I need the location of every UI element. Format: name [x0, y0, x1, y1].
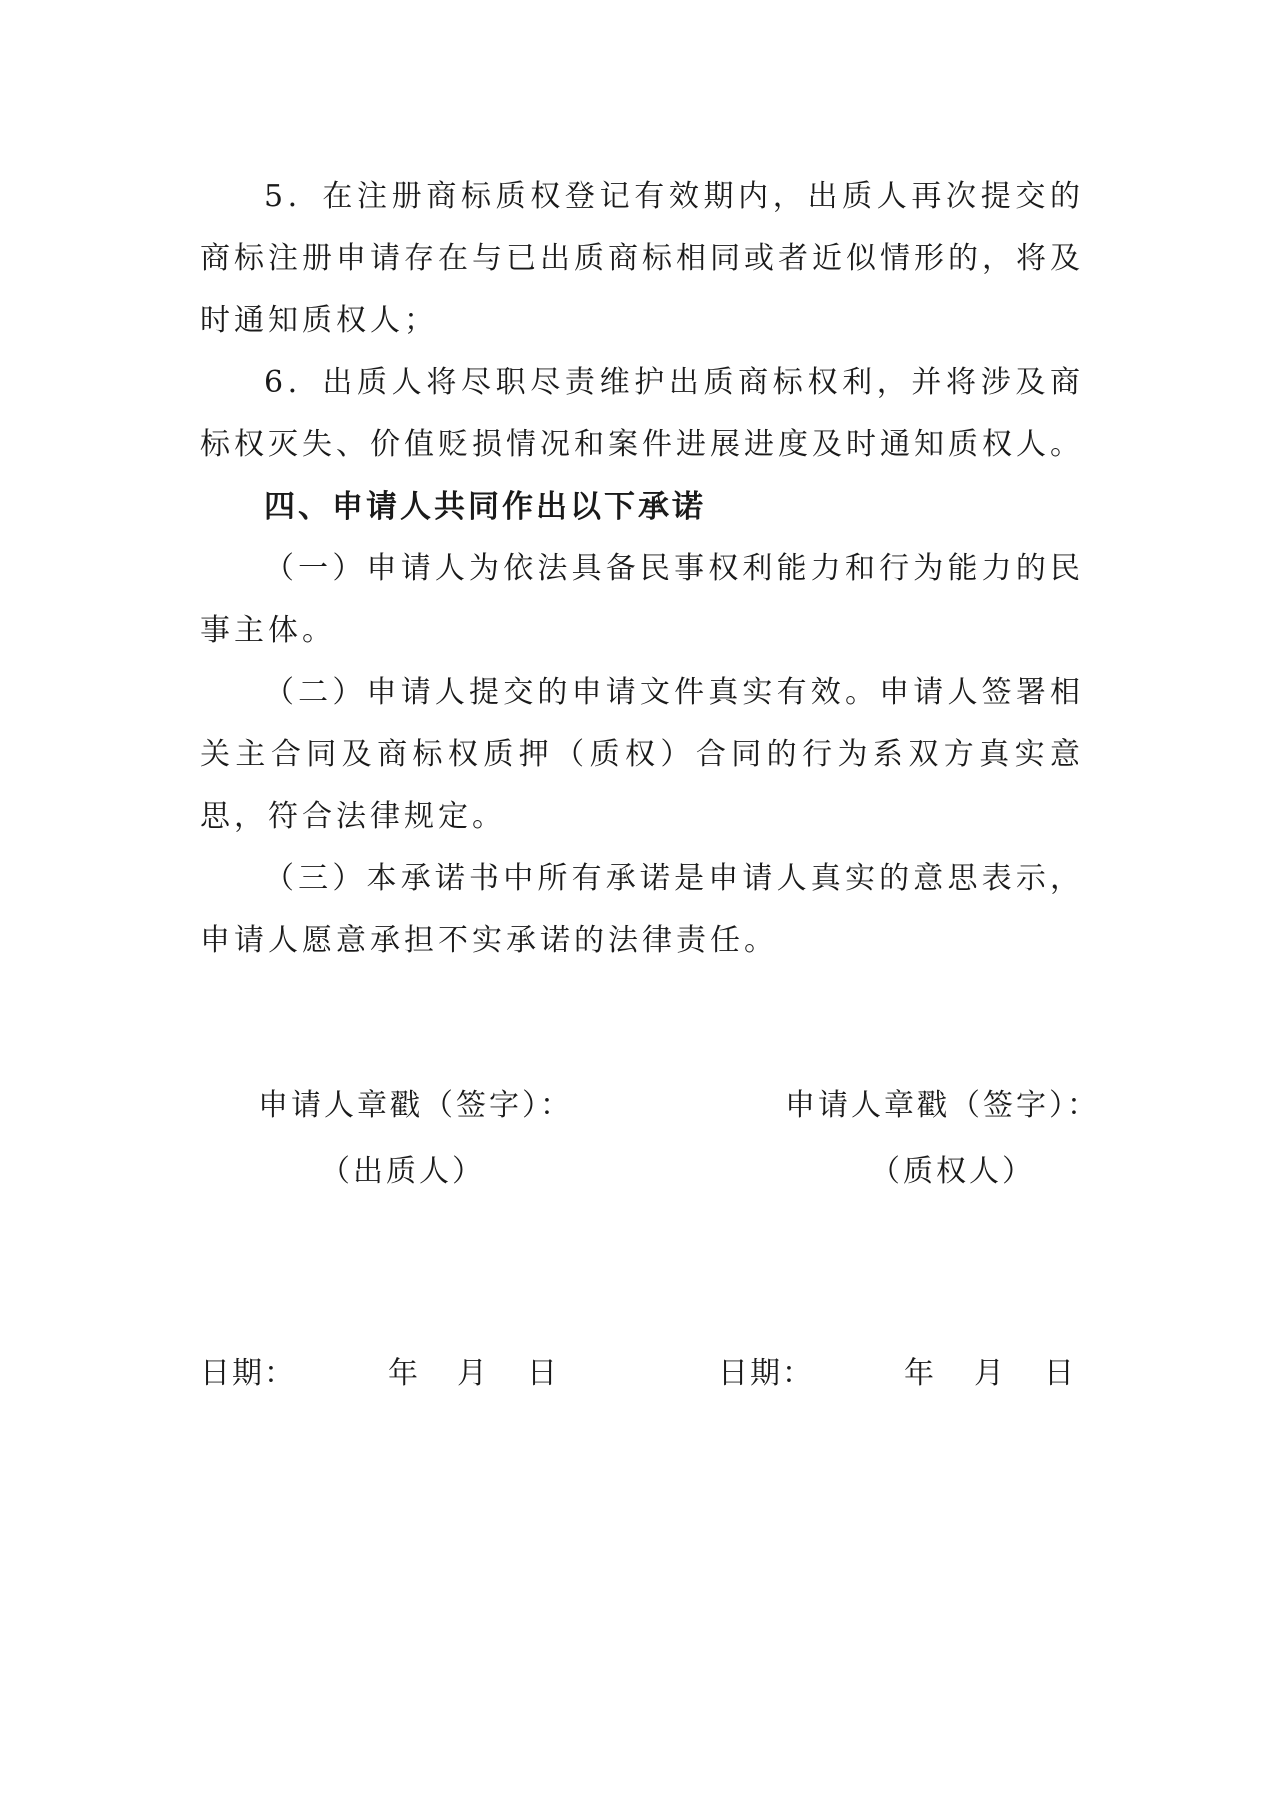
signature-role-pledgee: （质权人） [870, 1154, 1035, 1189]
date-day: 日 [527, 1356, 559, 1391]
date-label: 日期： [718, 1356, 814, 1391]
signature-label-pledgee: 申请人章戳（签字）： [785, 1088, 1100, 1123]
date-year: 年 [904, 1356, 936, 1391]
commitment-3: （三）本承诺书中所有承诺是申请人真实的意思表示，申请人愿意承担不实承诺的法律责任。 [200, 861, 1084, 958]
date-row-pledgee [718, 1348, 1098, 1391]
section-heading: 四、申请人共同作出以下承诺 [264, 489, 706, 525]
clause-5: 5．在注册商标质权登记有效期内，出质人再次提交的商标注册申请存在与已出质商标相同或者近似情形的，将及时通知质权人； [200, 179, 1084, 338]
commitment-2: （二）申请人提交的申请文件真实有效。申请人签署相关主合同及商标权质押（质权）合同的行为系双方真实意思，符合法律规定。 [200, 675, 1084, 834]
date-year: 年 [388, 1356, 420, 1391]
signature-role-pledgor: （出质人） [320, 1154, 485, 1189]
date-label: 日期： [200, 1356, 296, 1391]
date-row-pledgor [200, 1348, 620, 1391]
document-body [200, 166, 1084, 972]
commitment-1: （一）申请人为依法具备民事权利能力和行为能力的民事主体。 [200, 551, 1084, 648]
date-month: 月 [974, 1356, 1006, 1391]
date-month: 月 [457, 1356, 489, 1391]
date-day: 日 [1044, 1356, 1076, 1391]
clause-6: 6．出质人将尽职尽责维护出质商标权利，并将涉及商标权灭失、价值贬损情况和案件进展进度及时通知质权人。 [200, 365, 1084, 462]
signature-label-pledgor: 申请人章戳（签字）： [258, 1088, 573, 1123]
